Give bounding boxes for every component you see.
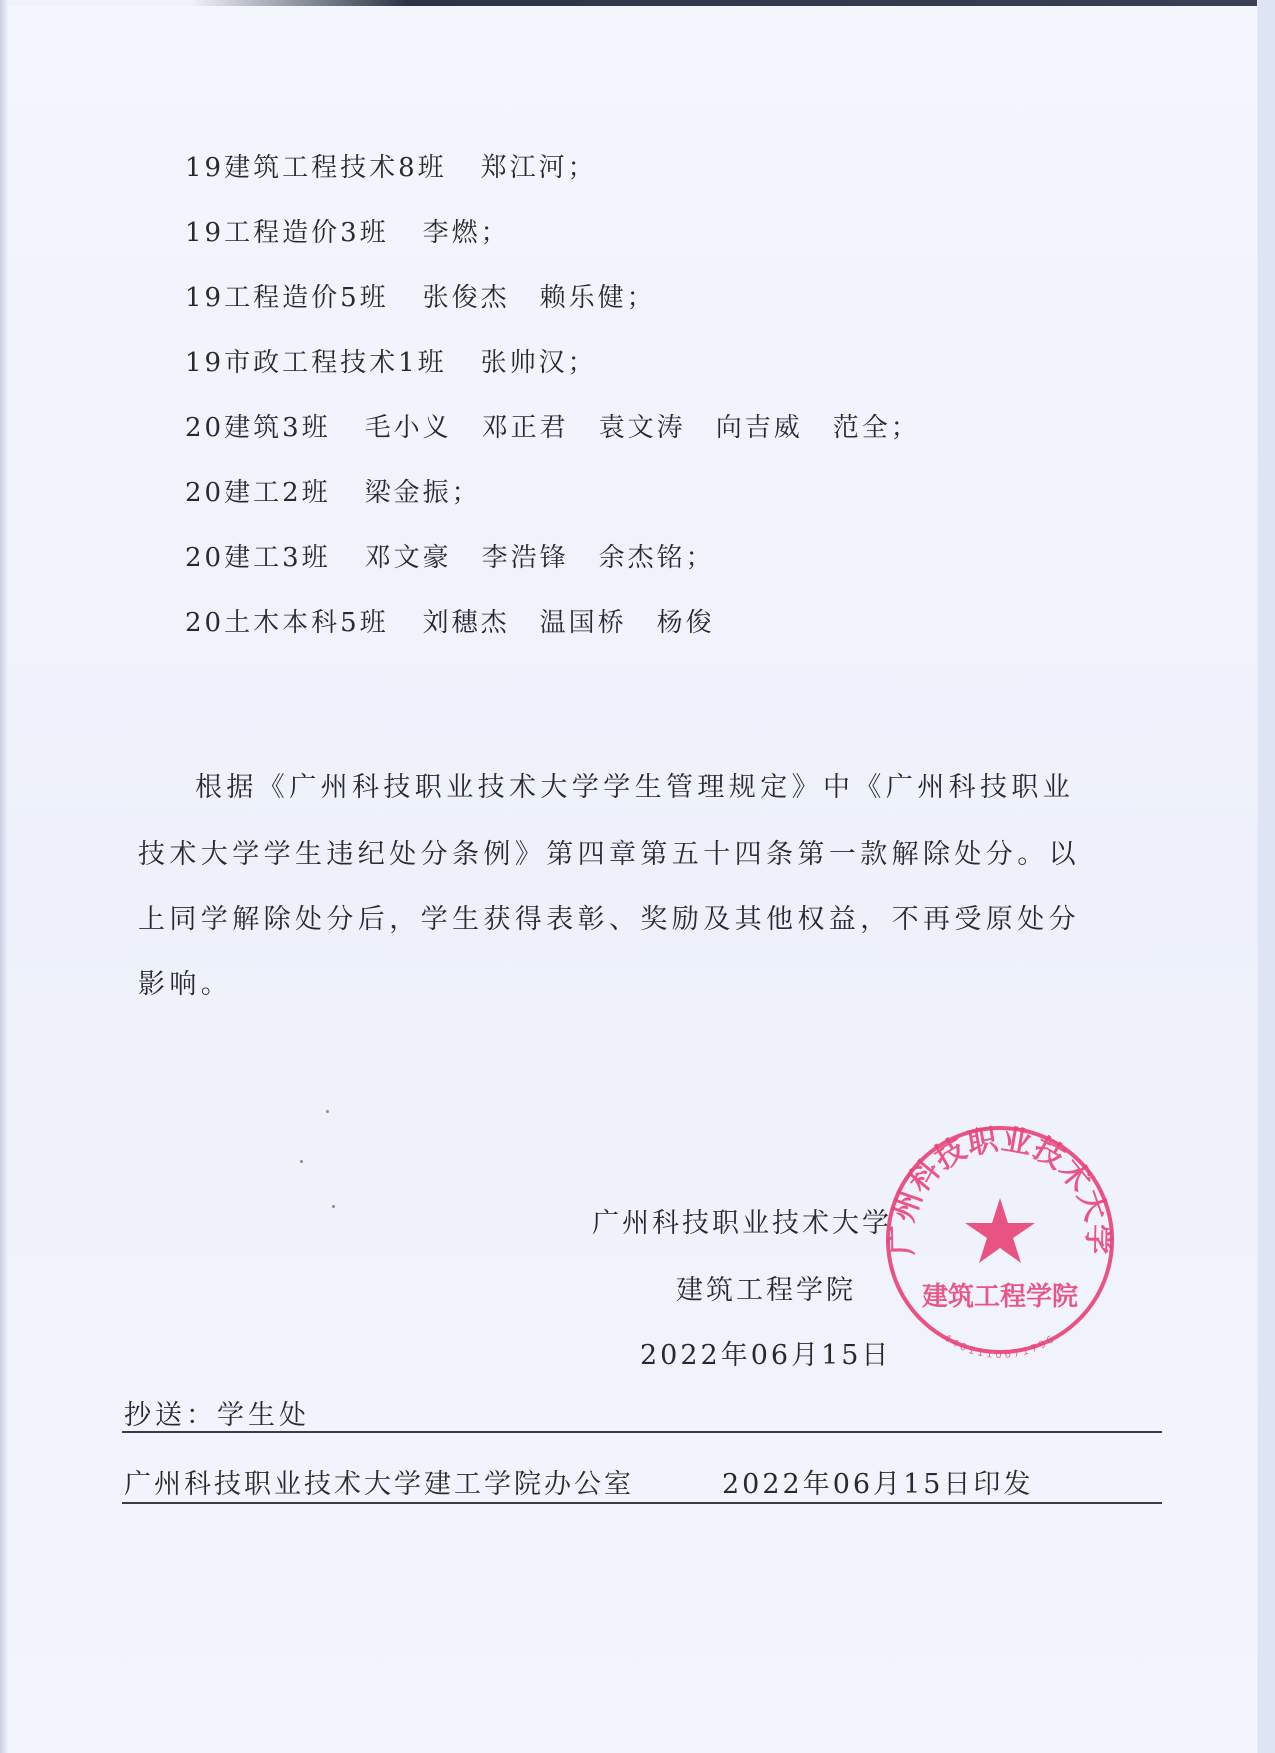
signature-college: 建筑工程学院 <box>676 1275 856 1306</box>
class-name: 20建工3班 <box>185 543 331 573</box>
student-name: 赖乐健； <box>539 283 656 313</box>
signature-university: 广州科技职业技术大学 <box>592 1208 892 1239</box>
stamp-ring-text: 广州科技职业技术大学 <box>884 1122 1116 1256</box>
scan-speck <box>300 1160 303 1163</box>
scan-left-edge <box>0 0 8 1753</box>
student-name: 邓正君 <box>481 413 569 443</box>
class-entry <box>185 216 540 250</box>
student-name: 张俊杰 <box>422 283 510 313</box>
signature-date: 2022年06月15日 <box>640 1340 892 1371</box>
class-entry <box>185 346 627 380</box>
stamp-center-text: 建筑工程学院 <box>921 1282 1079 1312</box>
student-name: 刘穗杰 <box>422 608 510 638</box>
class-entry <box>185 606 745 640</box>
footer-rule-bottom <box>122 1502 1162 1504</box>
student-name: 张帅汉； <box>480 348 597 378</box>
scan-right-edge <box>1257 0 1275 1753</box>
student-name: 郑江河； <box>480 153 597 183</box>
body-paragraph-line: 技术大学学生违纪处分条例》第四章第五十四条第一款解除处分。以 <box>138 839 1080 870</box>
student-name: 范全； <box>832 413 920 443</box>
body-paragraph-line: 上同学解除处分后，学生获得表彰、奖励及其他权益，不再受原处分 <box>138 904 1080 935</box>
class-name: 19建筑工程技术8班 <box>185 153 447 183</box>
class-entry <box>185 411 950 445</box>
student-name: 向吉威 <box>715 413 803 443</box>
issuing-office: 广州科技职业技术大学建工学院办公室 <box>124 1469 634 1500</box>
class-name: 20建工2班 <box>185 478 331 508</box>
student-name: 毛小义 <box>364 413 452 443</box>
student-name: 袁文涛 <box>598 413 686 443</box>
official-seal-stamp <box>880 1120 1120 1360</box>
class-name: 20土木本科5班 <box>185 608 389 638</box>
student-name: 梁金振； <box>364 478 481 508</box>
class-entry <box>185 151 627 185</box>
class-name: 19工程造价3班 <box>185 218 389 248</box>
student-name: 余杰铭； <box>598 543 715 573</box>
issued-date: 2022年06月15日印发 <box>722 1469 1034 1500</box>
student-name: 李浩锋 <box>481 543 569 573</box>
student-name: 杨俊 <box>656 608 715 638</box>
scan-speck <box>332 1205 335 1208</box>
star-icon <box>965 1198 1035 1263</box>
class-name: 19工程造价5班 <box>185 283 389 313</box>
body-paragraph-line: 根据《广州科技职业技术大学学生管理规定》中《广州科技职业 <box>195 772 1075 803</box>
svg-text:4401110671796 <box>941 1333 1058 1360</box>
body-paragraph-line: 影响。 <box>138 969 233 1000</box>
class-name: 20建筑3班 <box>185 413 331 443</box>
student-name: 温国桥 <box>539 608 627 638</box>
scan-speck <box>326 1110 329 1113</box>
class-entry <box>185 476 511 510</box>
student-name: 邓文豪 <box>364 543 452 573</box>
footer-rule-top <box>122 1431 1162 1433</box>
cc-recipients: 抄送：学生处 <box>124 1400 310 1431</box>
class-entry <box>185 281 686 315</box>
scan-top-edge <box>190 0 1275 6</box>
stamp-serial: 4401110671796 <box>941 1332 1059 1360</box>
student-name: 李燃； <box>422 218 510 248</box>
class-name: 19市政工程技术1班 <box>185 348 447 378</box>
class-entry <box>185 541 745 575</box>
